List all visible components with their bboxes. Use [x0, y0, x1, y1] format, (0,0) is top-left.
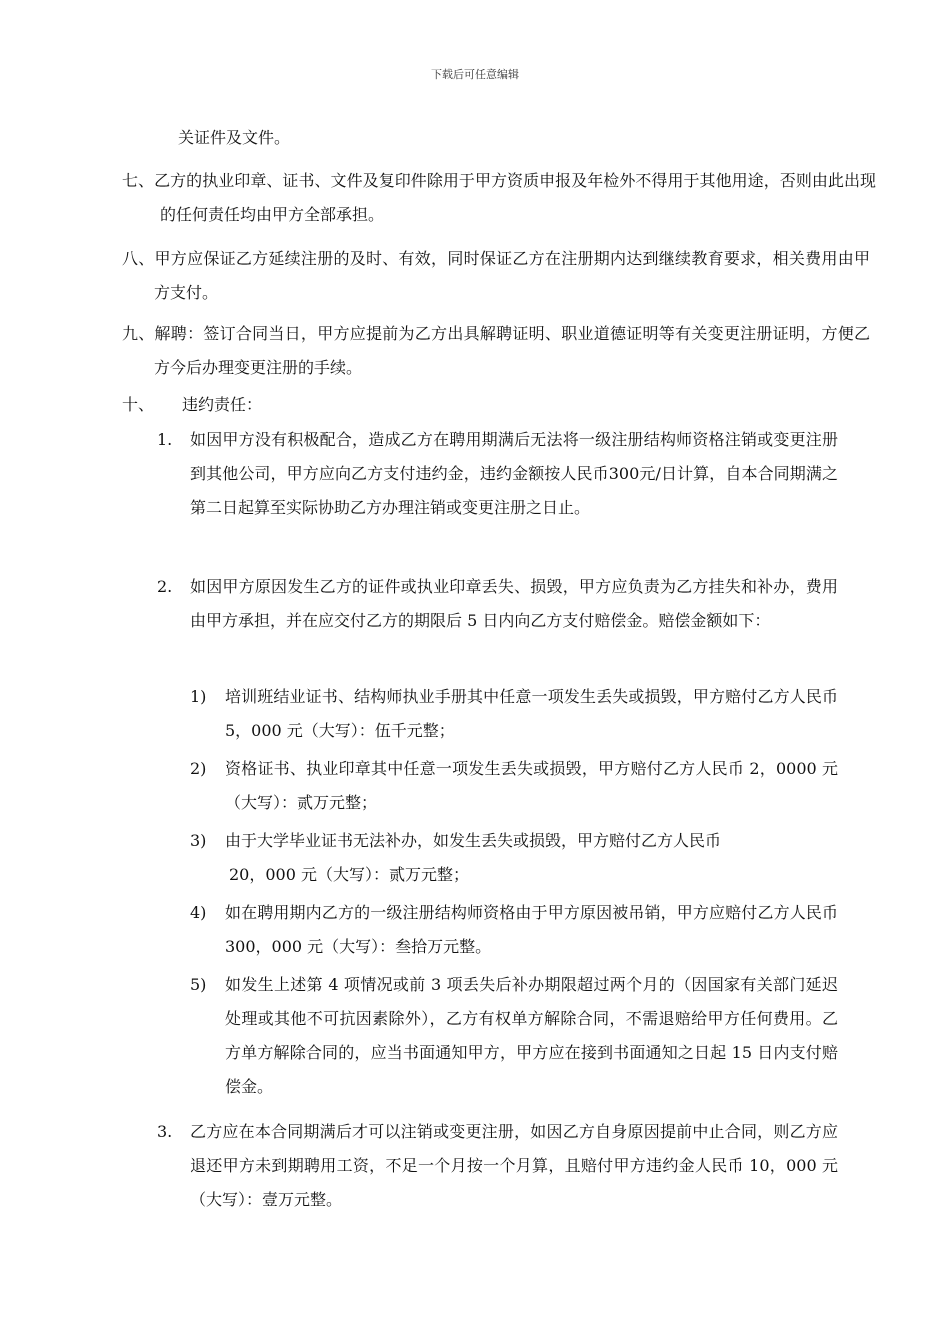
- item-number: 1.: [157, 430, 173, 449]
- item-text: 乙方应在本合同期满后才可以注销或变更注册，如因乙方自身原因提前中止合同，则乙方应退还甲方未到期聘用工资，不足一个月按一个月算，且赔付甲方违约金人民币 10，000 元（大写）：壹万元整。: [190, 1122, 838, 1209]
- clause-10-number: 十、: [122, 395, 155, 414]
- clause-8: 八、甲方应保证乙方延续注册的及时、有效，同时保证乙方在注册期内达到继续教育要求，相关费用由甲方支付。: [122, 249, 870, 302]
- subitem-number: 3): [190, 831, 207, 850]
- subitem-text: 培训班结业证书、结构师执业手册其中任意一项发生丢失或损毁，甲方赔付乙方人民币 5，000 元（大写）：伍千元整；: [225, 687, 838, 740]
- subitem-text: 如发生上述第 4 项情况或前 3 项丢失后补办期限超过两个月的（因国家有关部门延迟处理或其他不可抗因素除外），乙方有权单方解除合同，不需退赔给甲方任何费用。乙方单方解除合同的，应当书面通知甲方，甲方应在接到书面通知之日起 15 日内支付赔偿金。: [225, 975, 838, 1096]
- clause-7: 七、乙方的执业印章、证书、文件及复印件除用于甲方资质申报及年检外不得用于其他用途，否则由此出现的任何责任均由甲方全部承担。: [122, 171, 876, 224]
- item-text: 如因甲方没有积极配合，造成乙方在聘用期满后无法将一级注册结构师资格注销或变更注册到其他公司，甲方应向乙方支付违约金，违约金额按人民币300元/日计算，自本合同期满之第二日起算至实际协助乙方办理注销或变更注册之日止。: [190, 430, 838, 517]
- continued-paragraph: 关证件及文件。: [178, 128, 291, 147]
- subitem-text-line1: 由于大学毕业证书无法补办，如发生丢失或损毁，甲方赔付乙方人民币: [225, 831, 722, 850]
- page-header: 下载后可任意编辑: [431, 68, 519, 81]
- subitem-number: 2): [190, 759, 207, 778]
- item-number: 2.: [157, 577, 173, 596]
- subitem-number: 1): [190, 687, 207, 706]
- subitem-text: 资格证书、执业印章其中任意一项发生丢失或损毁，甲方赔付乙方人民币 2，0000 元（大写）：贰万元整；: [225, 759, 838, 812]
- subitem-number: 5): [190, 975, 207, 994]
- clause-10-title: 违约责任：: [182, 395, 263, 414]
- item-number: 3.: [157, 1122, 173, 1141]
- subitem-text: 如在聘用期内乙方的一级注册结构师资格由于甲方原因被吊销，甲方应赔付乙方人民币 300，000 元（大写）：叁拾万元整。: [225, 903, 838, 956]
- subitem-number: 4): [190, 903, 207, 922]
- item-text: 如因甲方原因发生乙方的证件或执业印章丢失、损毁，甲方应负责为乙方挂失和补办，费用由甲方承担，并在应交付乙方的期限后 5 日内向乙方支付赔偿金。赔偿金额如下：: [190, 577, 838, 630]
- subitem-text-line2: 20，000 元（大写）：贰万元整；: [229, 865, 469, 884]
- clause-9: 九、解聘：签订合同当日，甲方应提前为乙方出具解聘证明、职业道德证明等有关变更注册证明，方便乙方今后办理变更注册的手续。: [122, 324, 870, 377]
